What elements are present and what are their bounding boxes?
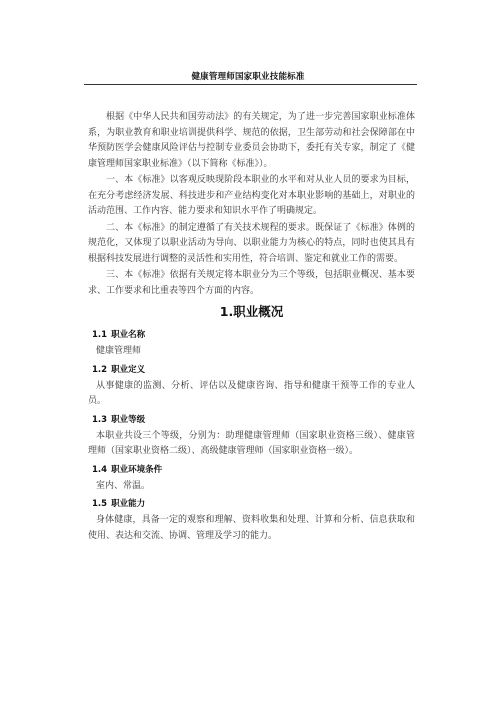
section-heading <box>88 412 415 429</box>
section-title: 职业名称 <box>111 330 146 340</box>
section-heading <box>88 496 415 513</box>
document-body <box>88 110 415 544</box>
section-heading <box>88 462 415 479</box>
section-body <box>88 429 415 460</box>
section-body-text: 室内、常温。 <box>96 480 151 491</box>
section-number: 1.5 <box>92 499 108 509</box>
section-body <box>88 513 415 544</box>
section-number: 1.1 <box>92 330 108 340</box>
section-number: 1.2 <box>92 364 108 375</box>
section-title: 职业定义 <box>111 364 146 375</box>
section-body-text: 从事健康的监测、分析、评估以及健康咨询、指导和健康干预等工作的专业人员。 <box>88 380 415 406</box>
section-occupation-definition <box>88 362 415 410</box>
intro-paragraph: 一、本《标准》以客观反映现阶段本职业的水平和对从业人员的要求为目标，在充分考虑经济发展、科技进步和产业结构变化对本职业影响的基础上，对职业的活动范围、工作内容、能力要求和知识水平作了明确规定。 <box>88 175 415 216</box>
section-occupation-levels <box>88 412 415 460</box>
header-divider <box>84 84 417 85</box>
section-title: 职业等级 <box>111 414 146 425</box>
section-occupation-name <box>88 327 415 360</box>
section-heading <box>88 362 415 379</box>
section-body-text: 健康管理师 <box>96 346 142 356</box>
section-body-text: 身体健康，具备一定的观察和理解、资料收集和处理、计算和分析、信息获取和使用、表达和交流、协调、管理及学习的能力。 <box>88 515 415 541</box>
running-header-title: 健康管理师国家职业技能标准 <box>191 72 305 82</box>
section-body <box>88 479 415 495</box>
section-body <box>88 379 415 410</box>
section-body <box>88 344 415 360</box>
section-occupational-ability <box>88 496 415 544</box>
section-title: 职业能力 <box>111 499 146 509</box>
section-heading <box>88 327 415 344</box>
chapter-title: 1.职业概况 <box>219 304 284 319</box>
section-number: 1.3 <box>92 414 108 425</box>
intro-paragraph: 二、本《标准》的制定遵循了有关技术规程的要求。既保证了《标准》体例的规范化，又体现了以职业活动为导向、以职业能力为核心的特点，同时也使其具有根据科技发展进行调整的灵活性和实用性，符合培训、鉴定和就业工作的需要。 <box>88 222 415 264</box>
intro-paragraph: 三、本《标准》依据有关规定将本职业分为三个等级，包括职业概况、基本要求、工作要求和比重表等四个方面的内容。 <box>88 270 415 296</box>
intro-paragraph: 根据《中华人民共和国劳动法》的有关规定，为了进一步完善国家职业标准体系，为职业教育和职业培训提供科学、规范的依据，卫生部劳动和社会保障部在中华预防医学会健康风险评估与控制专业委员会协助下，委托有关专家，制定了《健康管理师国家职业标准》（以下简称《标准》）。 <box>88 112 415 169</box>
section-title: 职业环境条件 <box>111 464 163 475</box>
section-number: 1.4 <box>92 464 108 475</box>
section-body-text: 本职业共设三个等级，分别为：助理健康管理师（国家职业资格三级）、健康管理师（国家职业资格二级）、高级健康管理师（国家职业资格一级）。 <box>88 430 415 456</box>
section-work-environment <box>88 462 415 495</box>
